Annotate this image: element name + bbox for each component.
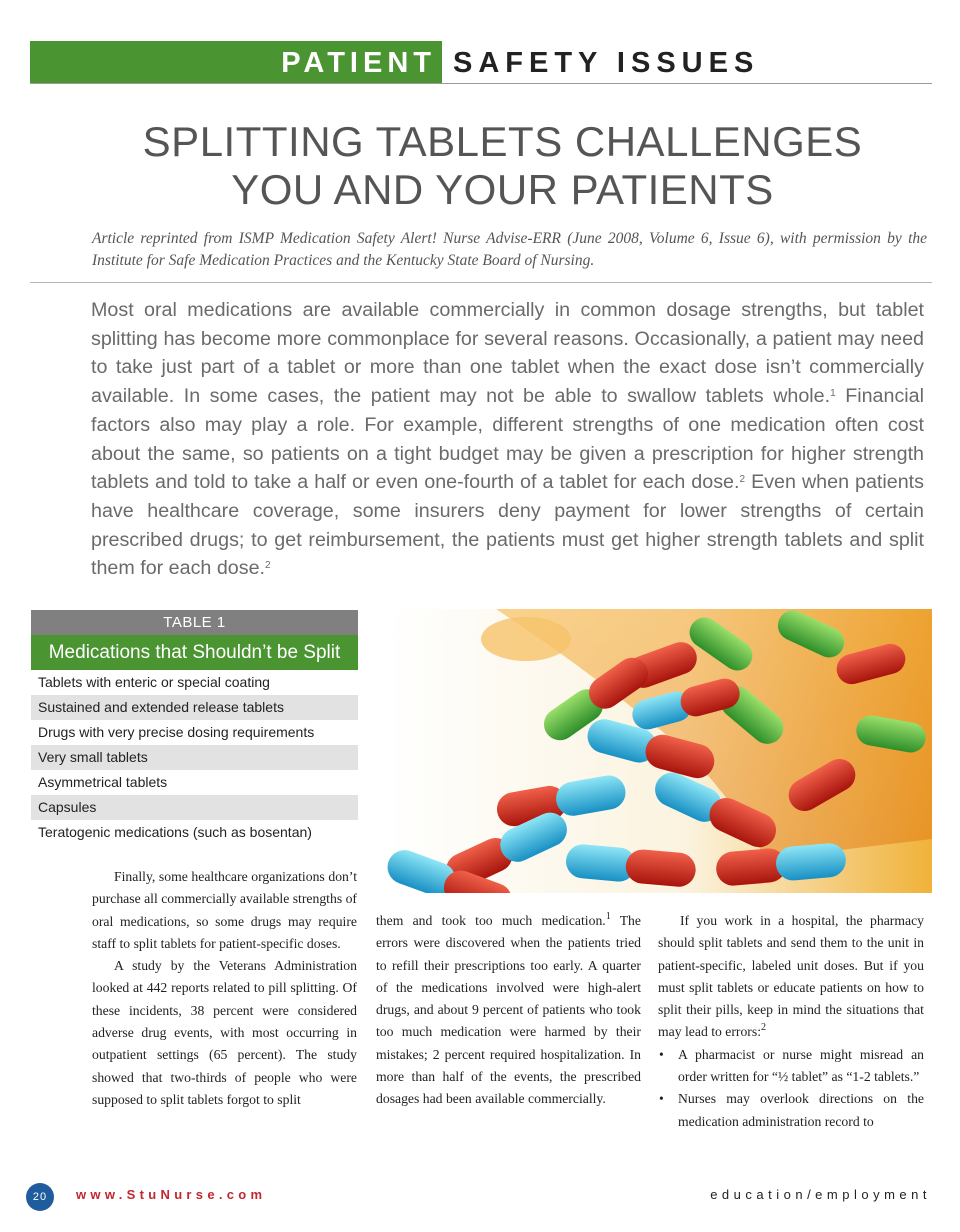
table-label: TABLE 1 [31,610,358,635]
lead-paragraph [91,296,924,583]
section-header-word-patient: PATIENT [281,47,436,79]
lead-text-3: Even when patients have healthcare coverage, some insurers deny payment for lower strengths of certain prescribed drugs; to get reimbursement, the patients must get higher strength tablets and split them for each dose. [91,471,924,580]
website-link[interactable]: www.StuNurse.com [76,1187,267,1202]
table-row: Very small tablets [31,745,358,770]
pills-photo [386,609,932,893]
article-title-line2: YOU AND YOUR PATIENTS [231,166,774,213]
section-header-word-safety-issues: SAFETY ISSUES [453,47,760,79]
table-row: Tablets with enteric or special coating [38,674,270,690]
body-text: them and took too much medication. [376,913,606,928]
table-row: Capsules [31,795,358,820]
bullet-icon: • [659,1046,664,1062]
body-column-2 [376,910,641,1111]
body-column-1 [92,866,357,1111]
body-text: If you work in a hospital, the pharmacy should split tablets and send them to the unit in patient-specific, labeled unit doses. But if you must split tablets or educate patients on how to split their pills, keep in mind the situations that may lead to errors: [658,913,924,1040]
table-row: Teratogenic medications (such as bosentan) [38,824,312,840]
article-title-line1: SPLITTING TABLETS CHALLENGES [142,118,863,165]
footnote-ref: 1 [605,911,611,922]
footnote-ref: 1 [830,388,836,400]
table-row: Sustained and extended release tablets [31,695,358,720]
error-situations-list [658,1044,924,1133]
table-row: Drugs with very precise dosing requirements [38,724,315,740]
body-column-3 [658,910,924,1133]
reprint-credit: Article reprinted from ISMP Medication Safety Alert! Nurse Advise-ERR (June 2008, Volume 6, Issue 6), with permission by the Institute for Safe Medication Practices and the Kentucky State Board of Nursing. [92,230,927,269]
bullet-icon: • [659,1091,664,1107]
list-item [658,1044,924,1089]
table-row: Asymmetrical tablets [38,774,168,790]
lead-text-1: Most oral medications are available commercially in common dosage strengths, but tablet splitting has become more commonplace for several reasons. Occasionally, a patient may need to take just part of a tablet or more than one tablet when the exact dose isn’t commercially available. In some cases, the patient may not be able to swallow tablets whole. [91,299,924,408]
article-title [60,118,945,214]
body-paragraph [658,910,924,1044]
section-header [30,41,932,84]
footnote-ref: 2 [761,1022,766,1034]
body-text: The errors were discovered when the patients tried to refill their prescriptions too early. A quarter of the medications involved were high-alert drugs, and about 9 percent of patients who took too much medication were harmed by their mistakes; 2 percent required hospitalization. In more than half of the events, the prescribed dosages had been available commercially. [376,913,641,1107]
list-item [658,1088,924,1133]
page-number-badge: 20 [26,1183,54,1211]
body-paragraph [376,910,641,1111]
list-item-text: A pharmacist or nurse might misread an order written for “½ tablet” as “1-2 tablets.” [678,1046,924,1085]
divider [30,282,932,283]
table-title: Medications that Shouldn’t be Split [31,635,358,670]
list-item-text: Nurses may overlook directions on the medication administration record to [678,1091,924,1129]
medications-table [31,610,358,845]
footnote-ref: 2 [265,560,271,572]
footnote-ref: 2 [739,474,746,486]
body-paragraph: Finally, some healthcare organizations don’t purchase all commercially available strengths of oral medications, so some drugs may require staff to split tablets for patient-specific doses. [92,869,357,951]
lead-text-2: Financial factors also may play a role. For example, different strengths of one medication often cost about the same, so patients on a tight budget may be given a prescription for higher strength tablets and told to take a half or even one-fourth of a tablet for each dose. [91,385,925,494]
footer-section-label: education/employment [710,1187,931,1202]
body-paragraph: A study by the Veterans Administration looked at 442 reports related to pill splitting. Of these incidents, 38 percent were considered adverse drug events, with most occurring in outpatient settings (65 percent). The study showed that two-thirds of people who were supposed to split tablets forgot to split [92,958,357,1107]
